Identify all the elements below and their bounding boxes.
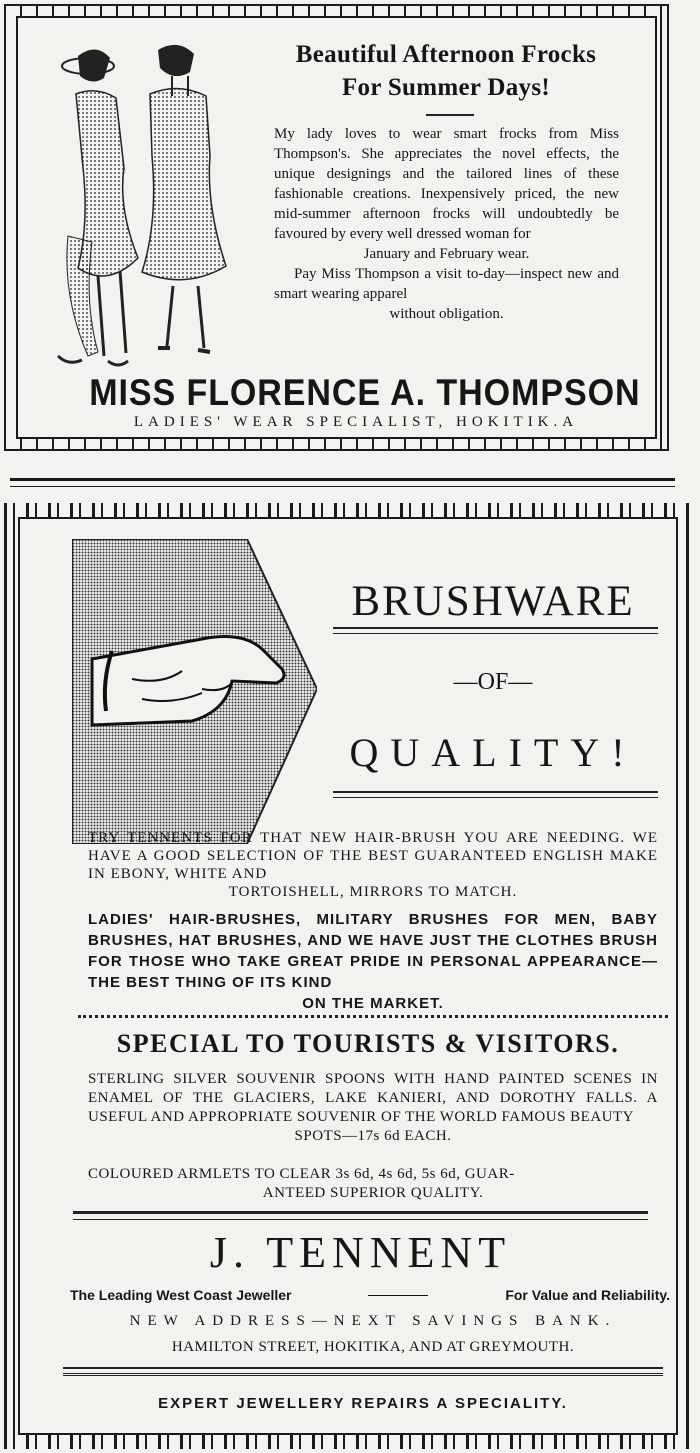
street-address: HAMILTON STREET, HOKITIKA, AND AT GREYMOUTH.: [171, 1339, 575, 1355]
armlets-paragraph: [88, 1165, 658, 1203]
two-ladies-illustration: [38, 36, 238, 376]
shop-tagline: LADIES' WEAR SPECIALIST, HOKITIK.A: [133, 414, 579, 430]
quality-title: QUALITY!: [349, 730, 637, 775]
body-text: My lady loves to wear smart frocks from Miss Thompson's. She appreciates the novel effects, the unique designings and the tailored lines of these fashionable creations. Inexpensively priced, the new mid-summer afternoon frocks will undoubtedly be favoured by every well dressed woman for: [274, 126, 619, 242]
souvenir-price: SPOTS—17s 6d EACH.: [294, 1128, 452, 1144]
armlets-text: COLOURED ARMLETS TO CLEAR 3s 6d, 4s 6d, 5s 6d, GUAR-: [88, 1166, 515, 1182]
shop-name: MISS FLORENCE A. THOMPSON: [89, 372, 641, 413]
armlets-text-end: ANTEED SUPERIOR QUALITY.: [262, 1185, 484, 1201]
column-separator: [10, 478, 675, 481]
body-text-end: January and February wear.: [363, 246, 530, 262]
heavy-rule: [73, 1211, 648, 1220]
headline-line-2: For Summer Days!: [341, 74, 551, 101]
new-address: NEW ADDRESS—NEXT SAVINGS BANK.: [129, 1313, 617, 1329]
repairs-line: EXPERT JEWELLERY REPAIRS A SPECIALITY.: [158, 1395, 568, 1412]
visit-text-end: without obligation.: [389, 306, 504, 322]
visit-text: Pay Miss Thompson a visit to-day—inspect new and smart wearing apparel: [274, 266, 619, 302]
leading-line: [70, 1287, 670, 1303]
title-rule-bottom: [333, 791, 658, 798]
brushes-text: LADIES' HAIR-BRUSHES, MILITARY BRUSHES FOR MEN, BABY BRUSHES, HAT BRUSHES, AND WE HAVE JUST THE CLOTHES BRUSH FOR THOSE WHO TAKE GREAT PRIDE IN PERSONAL APPEARANCE—THE BEST THING OF ITS KIND: [88, 911, 658, 991]
thompson-advertisement: [4, 4, 669, 451]
title-rule: [333, 627, 658, 634]
hair-brush-paragraph: [88, 829, 658, 901]
value-reliability: For Value and Reliability.: [505, 1287, 670, 1303]
ad-headline: [256, 38, 636, 104]
leading-jeweller: The Leading West Coast Jeweller: [70, 1287, 292, 1303]
column-separator-thin: [10, 486, 675, 487]
souvenir-text: STERLING SILVER SOUVENIR SPOONS WITH HAND PAINTED SCENES IN ENAMEL OF THE GLACIERS, LAKE KANIERI, AND DOROTHY FALLS. A USEFUL AND APPROPRIATE SOUVENIR OF THE WORLD FAMOUS BEAUTY: [88, 1071, 658, 1125]
special-heading: SPECIAL TO TOURISTS & VISITORS.: [116, 1029, 620, 1058]
tennent-advertisement: [4, 503, 692, 1449]
brushes-text-end: ON THE MARKET.: [302, 995, 444, 1012]
of-label: —OF—: [453, 669, 533, 695]
brushware-title: BRUSHWARE: [351, 578, 635, 625]
dotted-divider: [78, 1015, 668, 1018]
pointing-hand-illustration: [72, 539, 317, 844]
brushes-paragraph: [88, 909, 658, 1014]
headline-line-1: Beautiful Afternoon Frocks: [295, 41, 597, 68]
jeweller-name: J. TENNENT: [209, 1228, 512, 1277]
divider: [426, 114, 474, 116]
thin-rule: [63, 1375, 663, 1376]
dash-rule: [368, 1295, 428, 1303]
souvenir-paragraph: [88, 1070, 658, 1146]
double-rule: [63, 1367, 663, 1374]
hair-brush-text: TRY TENNENTS FOR THAT NEW HAIR-BRUSH YOU ARE NEEDING. WE HAVE A GOOD SELECTION OF THE BEST GUARANTEED ENGLISH MAKE IN EBONY, WHITE AND: [88, 830, 658, 882]
hair-brush-text-end: TORTOISHELL, MIRRORS TO MATCH.: [228, 884, 518, 900]
ad-body: [274, 124, 619, 324]
